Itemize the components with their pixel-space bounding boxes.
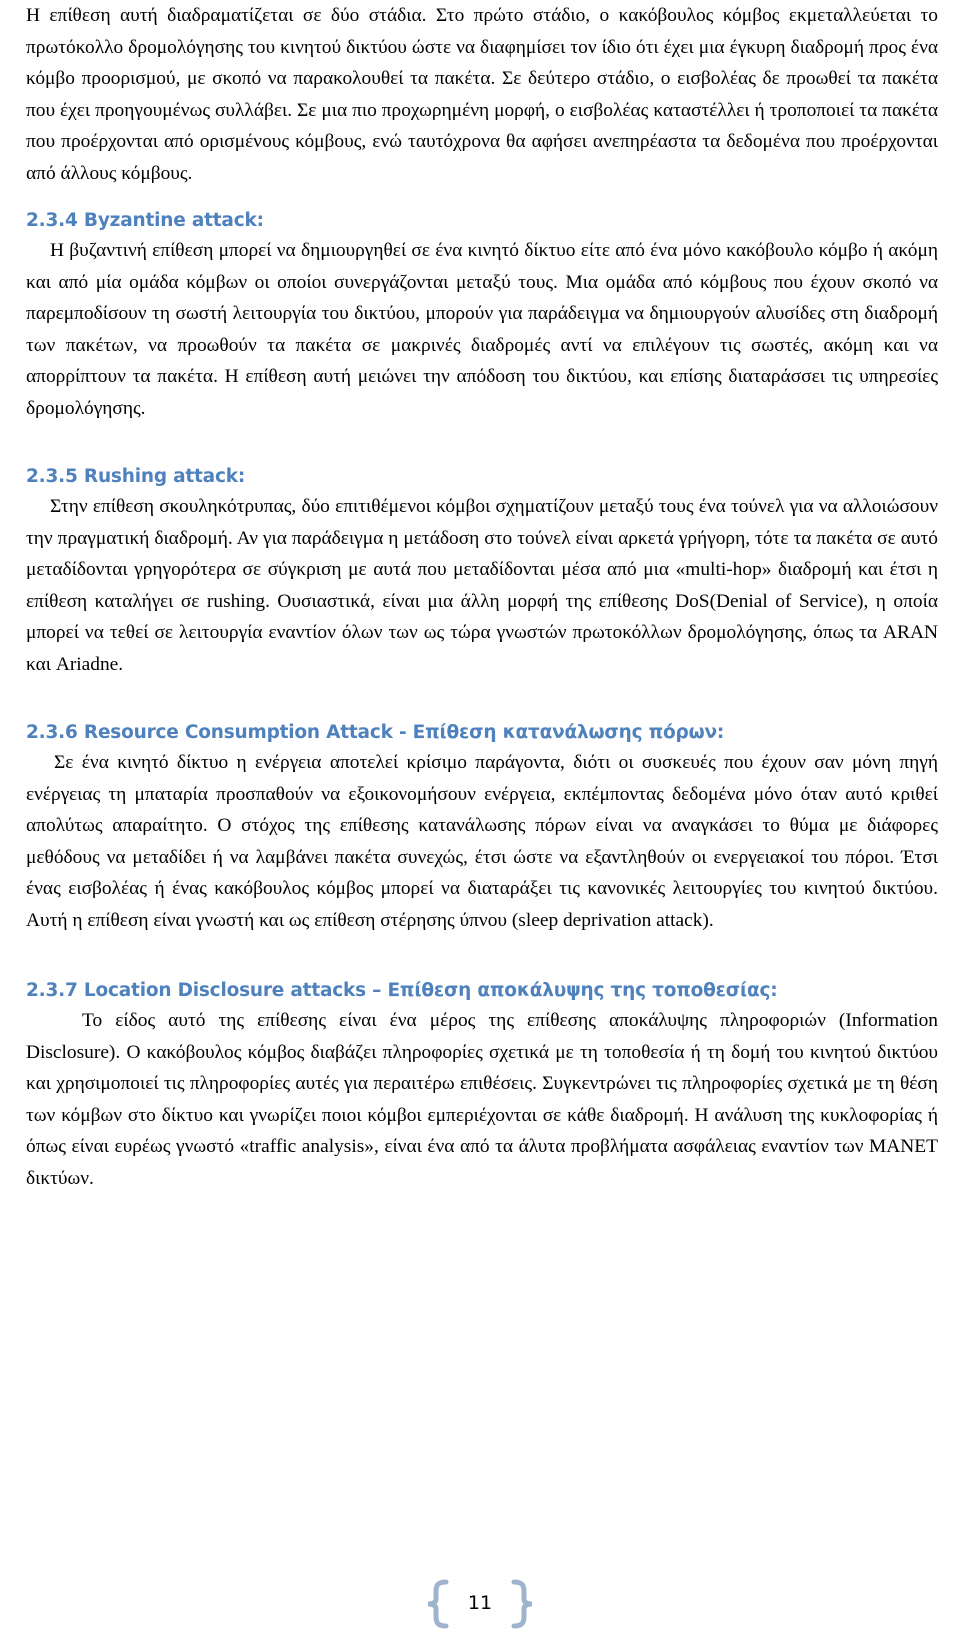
page-footer (0, 1579, 960, 1629)
section-heading-rushing: 2.3.5 Rushing attack: (26, 466, 246, 487)
page-number: 11 (467, 1592, 493, 1614)
section-heading-resource-consumption: 2.3.6 Resource Consumption Attack - Επίθεση κατανάλωσης πόρων: (26, 722, 725, 743)
section-heading-byzantine: 2.3.4 Byzantine attack: (26, 210, 264, 231)
section-heading-location-disclosure: 2.3.7 Location Disclosure attacks – Επίθεση αποκάλυψης της τοποθεσίας: (26, 980, 778, 1001)
document-page (26, 0, 938, 1194)
section-paragraph-rushing: Στην επίθεση σκουληκότρυπας, δύο επιτιθέμενοι κόμβοι σχηματίζουν μεταξύ τους ένα τούνελ για να αλλοιώσουν την πραγματική διαδρομή. Αν για παράδειγμα η μετάδοση στο τούνελ είναι αρκετά γρήγορη, τότε τα πακέτα σε αυτό μεταδίδονται γρηγορότερα σε σύγκριση με αυτά που μεταδίδονται μέσα από μια «multi-hop» διαδρομή και έτσι η επίθεση καταλήγει σε rushing. Ουσιαστικά, είναι μια άλλη μορφή της επίθεσης DoS(Denial of Service), η οποία μπορεί να τεθεί σε λειτουργία εναντίον όλων των ως τώρα γνωστών πρωτοκόλλων δρομολόγησης, όπως τα ARAN και Ariadne. (26, 496, 938, 675)
section-paragraph-resource-consumption: Σε ένα κινητό δίκτυο η ενέργεια αποτελεί κρίσιμο παράγοντα, διότι οι συσκευές που έχουν σαν μόνη πηγή ενέργειας τη μπαταρία προσπαθούν να εξοικονομήσουν ενέργεια, εκπέμποντας δεδομένα μόνο όταν αυτό κριθεί απολύτως απαραίτητο. Ο στόχος της επίθεσης κατανάλωσης πόρων είναι να αναγκάσει το θύμα με διάφορες μεθόδους να μεταδίδει ή να λαμβάνει πακέτα συνεχώς, έτσι ώστε να εξαντληθούν οι ενεργειακοί του πόροι. Έτσι ένας εισβολέας ή ένας κακόβουλος κόμβος μπορεί να διαταράξει τις κανονικές λειτουργίες του κινητού δικτύου. Αυτή η επίθεση είναι γνωστή και ως επίθεση στέρησης ύπνου (sleep deprivation attack). (26, 752, 938, 931)
intro-paragraph: Η επίθεση αυτή διαδραματίζεται σε δύο στάδια. Στο πρώτο στάδιο, ο κακόβουλος κόμβος εκμεταλλεύεται το πρωτόκολλο δρομολόγησης του κινητού δικτύου ώστε να διαφημίσει τον ίδιο ότι έχει μια έγκυρη διαδρομή προς ένα κόμβο προορισμού, με σκοπό να παρακολουθεί τα πακέτα. Σε δεύτερο στάδιο, ο εισβολέας δε προωθεί τα πακέτα που έχει προηγουμένως συλλάβει. Σε μια πιο προχωρημένη μορφή, ο εισβολέας καταστέλλει ή τροποποιεί τα πακέτα που προέρχονται από ορισμένους κόμβους, ενώ ταυτόχρονα θα αφήσει ανεπηρέαστα τα δεδομένα που προέρχονται από άλλους κόμβους. (26, 5, 938, 184)
section-paragraph-location-disclosure: Το είδος αυτό της επίθεσης είναι ένα μέρος της επίθεσης αποκάλυψης πληροφοριών (Information Disclosure). Ο κακόβουλος κόμβος διαβάζει πληροφορίες σχετικά με τη τοποθεσία ή τη δομή του κινητού δικτύου και χρησιμοποιεί τις πληροφορίες αυτές για περαιτέρω επιθέσεις. Συγκεντρώνει τις πληροφορίες σχετικά με τη θέση των κόμβων στο δίκτυο και γνωρίζει ποιοι κόμβοι εμπεριέχονται σε κάθε διαδρομή. Η ανάλυση της κυκλοφορίας ή όπως είναι ευρέως γνωστό «traffic analysis», είναι ένα από τα άλυτα προβλήματα ασφάλειας εναντίον των MANET δικτύων. (26, 1010, 938, 1189)
section-paragraph-byzantine: Η βυζαντινή επίθεση μπορεί να δημιουργηθεί σε ένα κινητό δίκτυο είτε από ένα μόνο κακόβουλο κόμβο ή ακόμη και από μία ομάδα κόμβων οι οποίοι συνεργάζονται μεταξύ τους. Μια ομάδα από κόμβους που έχουν σκοπό να παρεμποδίσουν τη σωστή λειτουργία του δικτύου, μπορούν για παράδειγμα να δημιουργούν αλυσίδες στη διαδρομή των πακέτων, να προωθούν τα πακέτα σε μακρινές διαδρομές αντί να επιλέγουν τις σωστές, ακόμη και να απορρίπτουν τα πακέτα. Η επίθεση αυτή μειώνει την απόδοση του δικτύου, και επίσης διαταράσσει τις υπηρεσίες δρομολόγησης. (26, 240, 938, 419)
